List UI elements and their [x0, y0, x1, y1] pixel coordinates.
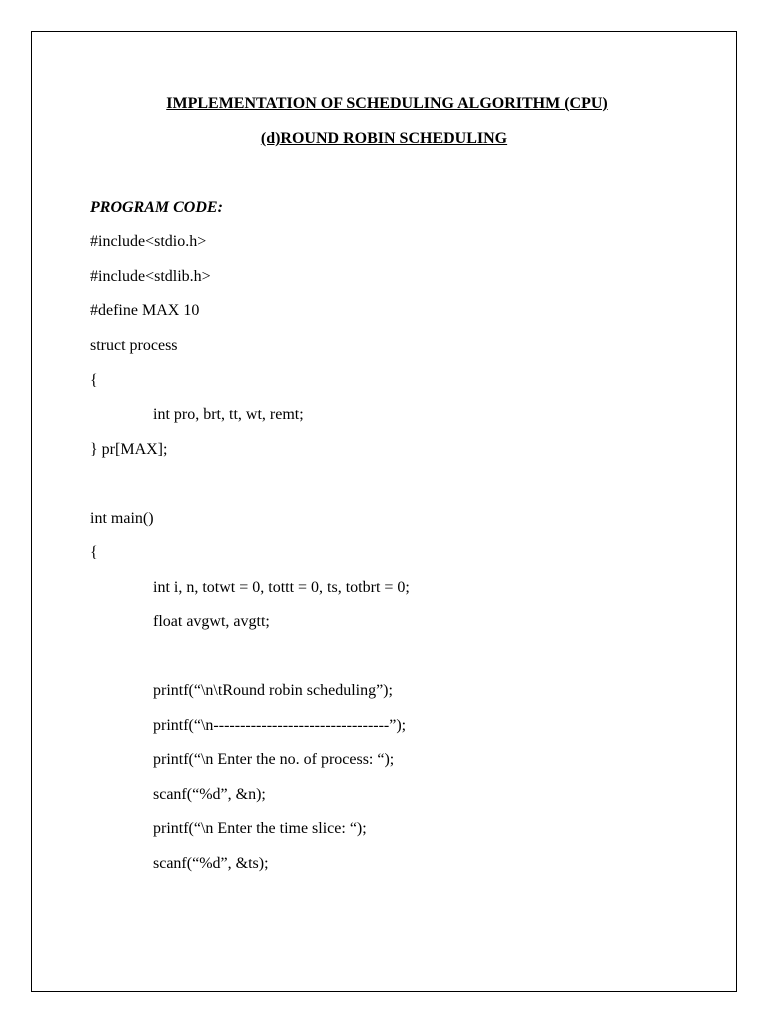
code-line: #include<stdio.h> [90, 233, 207, 250]
code-line: int pro, brt, tt, wt, remt; [153, 406, 304, 423]
section-heading-program-code: PROGRAM CODE: [90, 199, 223, 216]
code-line: printf(“\n Enter the time slice: “); [153, 820, 367, 837]
code-line: printf(“\n---------------------------------”); [153, 717, 407, 734]
document-title: IMPLEMENTATION OF SCHEDULING ALGORITHM (CPU) [166, 95, 608, 112]
code-line: struct process [90, 337, 178, 354]
code-line: float avgwt, avgtt; [153, 613, 270, 630]
code-line: { [90, 372, 98, 389]
code-line: scanf(“%d”, &n); [153, 786, 266, 803]
code-line: { [90, 544, 98, 561]
document-subtitle: (d)ROUND ROBIN SCHEDULING [260, 130, 508, 147]
code-line: scanf(“%d”, &ts); [153, 855, 269, 872]
code-line: printf(“\n\tRound robin scheduling”); [153, 682, 393, 699]
code-line: #include<stdlib.h> [90, 268, 211, 285]
code-line: printf(“\n Enter the no. of process: “); [153, 751, 395, 768]
code-line: #define MAX 10 [90, 302, 200, 319]
code-line: } pr[MAX]; [90, 441, 168, 458]
code-line: int i, n, totwt = 0, tottt = 0, ts, totbrt = 0; [153, 579, 410, 596]
code-line: int main() [90, 510, 154, 527]
